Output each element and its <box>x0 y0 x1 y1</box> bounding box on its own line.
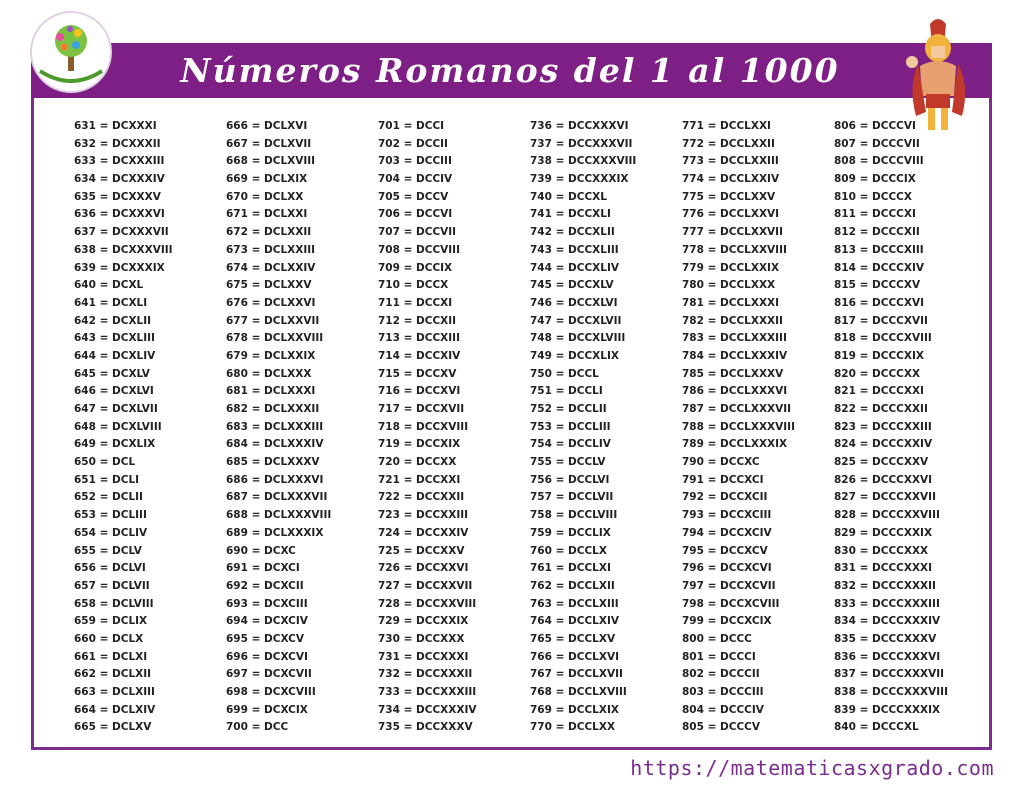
numeral-entry: 797 = DCCXCVII <box>682 579 776 592</box>
numeral-entry: 783 = DCCLXXXIII <box>682 332 787 345</box>
numeral-entry: 642 = DCXLII <box>74 314 152 327</box>
numeral-entry: 715 = DCCXV <box>378 367 457 380</box>
numeral-entry: 674 = DCLXXIV <box>226 261 316 274</box>
numeral-entry: 728 = DCCXXVIII <box>378 597 477 610</box>
numeral-entry: 726 = DCCXXVI <box>378 562 469 575</box>
numeral-entry: 698 = DCXCVIII <box>226 686 316 698</box>
numeral-entry: 827 = DCCCXXVII <box>834 491 936 504</box>
numeral-entry: 696 = DCXCVI <box>226 650 308 663</box>
numeral-entry: 829 = DCCCXXIX <box>834 526 933 539</box>
numeral-entry: 762 = DCCLXII <box>530 579 615 592</box>
numeral-entry: 731 = DCCXXXI <box>378 650 469 663</box>
numeral-entry: 770 = DCCLXX <box>530 721 616 734</box>
numeral-entry: 631 = DCXXXI <box>74 120 157 132</box>
numeral-entry: 695 = DCXCV <box>226 632 305 645</box>
numeral-entry: 764 = DCCLXIV <box>530 615 619 628</box>
numeral-entry: 771 = DCCLXXI <box>682 120 771 132</box>
numeral-entry: 766 = DCCLXVI <box>530 650 619 663</box>
numeral-entry: 828 = DCCCXXVIII <box>834 509 940 522</box>
numeral-entry: 721 = DCCXXI <box>378 473 461 486</box>
numeral-entry: 636 = DCXXXVI <box>74 208 165 221</box>
numeral-column <box>226 118 331 737</box>
numeral-entry: 832 = DCCCXXXII <box>834 579 936 592</box>
numeral-entry: 801 = DCCCI <box>682 650 756 663</box>
numeral-entry: 659 = DCLIX <box>74 615 148 628</box>
numeral-entry: 812 = DCCCXII <box>834 226 920 239</box>
numeral-entry: 802 = DCCCII <box>682 668 760 681</box>
numeral-entry: 747 = DCCXLVII <box>530 314 622 327</box>
numeral-entry: 840 = DCCCXL <box>834 721 919 734</box>
numeral-entry: 694 = DCXCIV <box>226 615 308 628</box>
numeral-entry: 784 = DCCLXXXIV <box>682 349 788 362</box>
numeral-entry: 775 = DCCLXXV <box>682 190 776 203</box>
numeral-entry: 662 = DCLXII <box>74 668 152 681</box>
numeral-entry: 703 = DCCIII <box>378 155 452 168</box>
numeral-entry: 798 = DCCXCVIII <box>682 597 780 610</box>
numeral-entry: 632 = DCXXXII <box>74 137 161 150</box>
numeral-entry: 760 = DCCLX <box>530 544 607 557</box>
numeral-entry: 774 = DCCLXXIV <box>682 173 780 186</box>
numeral-entry: 831 = DCCCXXXI <box>834 562 933 575</box>
numeral-entry: 651 = DCLI <box>74 473 140 486</box>
numeral-entry: 817 = DCCCXVII <box>834 314 928 327</box>
numeral-entry: 837 = DCCCXXXVII <box>834 668 945 681</box>
numeral-entry: 745 = DCCXLV <box>530 279 614 292</box>
numeral-entry: 667 = DCLXVII <box>226 137 312 150</box>
numeral-entry: 665 = DCLXV <box>74 721 152 734</box>
numeral-entry: 684 = DCLXXXIV <box>226 438 324 451</box>
numeral-entry: 793 = DCCXCIII <box>682 509 772 522</box>
numeral-entry: 839 = DCCCXXXIX <box>834 703 941 716</box>
numeral-entry: 810 = DCCCX <box>834 190 912 203</box>
numeral-entry: 788 = DCCLXXXVIII <box>682 420 795 433</box>
numeral-entry: 646 = DCXLVI <box>74 385 154 398</box>
numeral-entry: 725 = DCCXXV <box>378 544 465 557</box>
numeral-entry: 753 = DCCLIII <box>530 420 611 433</box>
numeral-entry: 811 = DCCCXI <box>834 208 916 221</box>
numeral-entry: 683 = DCLXXXIII <box>226 420 324 433</box>
numeral-entry: 724 = DCCXXIV <box>378 526 469 539</box>
numeral-entry: 701 = DCCI <box>378 120 445 132</box>
numeral-entry: 780 = DCCLXXX <box>682 279 776 292</box>
numeral-entry: 820 = DCCCXX <box>834 367 921 380</box>
numeral-entry: 707 = DCCVII <box>378 226 457 239</box>
numeral-entry: 676 = DCLXXVI <box>226 296 316 309</box>
numeral-entry: 686 = DCLXXXVI <box>226 473 324 486</box>
numeral-entry: 671 = DCLXXI <box>226 208 308 221</box>
numeral-entry: 818 = DCCCXVIII <box>834 332 932 345</box>
numeral-entry: 719 = DCCXIX <box>378 438 461 451</box>
numeral-entry: 790 = DCCXC <box>682 456 760 469</box>
numeral-entry: 687 = DCLXXXVII <box>226 491 328 504</box>
numeral-entry: 700 = DCC <box>226 721 289 734</box>
numeral-column <box>834 118 948 737</box>
numeral-entry: 705 = DCCV <box>378 190 449 203</box>
numeral-entry: 807 = DCCCVII <box>834 137 920 150</box>
numeral-entry: 682 = DCLXXXII <box>226 403 320 415</box>
numeral-column <box>378 118 476 737</box>
site-url-link[interactable]: https://matematicasxgrado.com <box>630 756 994 780</box>
numeral-entry: 825 = DCCCXXV <box>834 456 929 469</box>
numeral-entry: 761 = DCCLXI <box>530 562 611 575</box>
numeral-entry: 697 = DCXCVII <box>226 668 312 681</box>
numeral-entry: 821 = DCCCXXI <box>834 385 924 398</box>
numeral-entry: 735 = DCCXXXV <box>378 721 473 734</box>
numeral-entry: 796 = DCCXCVI <box>682 562 772 575</box>
numeral-entry: 663 = DCLXIII <box>74 686 155 698</box>
numeral-entry: 835 = DCCCXXXV <box>834 632 937 645</box>
numeral-entry: 734 = DCCXXXIV <box>378 703 477 716</box>
numeral-entry: 718 = DCCXVIII <box>378 420 469 433</box>
numeral-entry: 803 = DCCCIII <box>682 686 764 698</box>
numeral-entry: 806 = DCCCVI <box>834 120 916 132</box>
numeral-entry: 809 = DCCCIX <box>834 173 916 186</box>
numeral-entry: 649 = DCXLIX <box>74 438 156 451</box>
numeral-entry: 773 = DCCLXXIII <box>682 155 779 168</box>
numeral-entry: 739 = DCCXXXIX <box>530 173 629 186</box>
numeral-entry: 714 = DCCXIV <box>378 349 461 362</box>
numeral-entry: 768 = DCCLXVIII <box>530 686 627 698</box>
numeral-entry: 692 = DCXCII <box>226 579 304 592</box>
numeral-entry: 730 = DCCXXX <box>378 632 465 645</box>
numeral-entry: 826 = DCCCXXVI <box>834 473 933 486</box>
numeral-entry: 795 = DCCXCV <box>682 544 768 557</box>
numeral-entry: 836 = DCCCXXXVI <box>834 650 941 663</box>
numeral-entry: 720 = DCCXX <box>378 456 457 469</box>
numeral-entry: 693 = DCXCIII <box>226 597 308 610</box>
numeral-entry: 736 = DCCXXXVI <box>530 120 629 132</box>
numeral-entry: 819 = DCCCXIX <box>834 349 924 362</box>
numeral-entry: 732 = DCCXXXII <box>378 668 473 681</box>
numeral-entry: 789 = DCCLXXXIX <box>682 438 788 451</box>
numeral-entry: 744 = DCCXLIV <box>530 261 619 274</box>
tree-logo-icon <box>32 13 110 91</box>
numeral-entry: 702 = DCCII <box>378 137 448 150</box>
numeral-entry: 782 = DCCLXXXII <box>682 314 783 327</box>
numeral-entry: 709 = DCCIX <box>378 261 453 274</box>
numeral-entry: 685 = DCLXXXV <box>226 456 320 469</box>
numeral-entry: 677 = DCLXXVII <box>226 314 320 327</box>
numeral-entry: 769 = DCCLXIX <box>530 703 619 716</box>
site-logo[interactable] <box>30 11 112 93</box>
numeral-entry: 816 = DCCCXVI <box>834 296 924 309</box>
numeral-entry: 672 = DCLXXII <box>226 226 312 239</box>
numeral-entry: 808 = DCCCVIII <box>834 155 924 168</box>
roman-numerals-table <box>74 118 974 738</box>
numeral-entry: 639 = DCXXXIX <box>74 261 165 274</box>
numeral-column <box>530 118 636 737</box>
numeral-entry: 792 = DCCXCII <box>682 491 768 504</box>
numeral-entry: 765 = DCCLXV <box>530 632 616 645</box>
numeral-entry: 758 = DCCLVIII <box>530 509 618 522</box>
numeral-entry: 658 = DCLVIII <box>74 597 154 610</box>
numeral-entry: 738 = DCCXXXVIII <box>530 155 637 168</box>
numeral-entry: 660 = DCLX <box>74 632 144 645</box>
numeral-entry: 791 = DCCXCI <box>682 473 764 486</box>
numeral-entry: 681 = DCLXXXI <box>226 385 316 398</box>
numeral-entry: 815 = DCCCXV <box>834 279 921 292</box>
numeral-entry: 716 = DCCXVI <box>378 385 461 398</box>
numeral-entry: 645 = DCXLV <box>74 367 150 380</box>
numeral-entry: 723 = DCCXXIII <box>378 509 469 522</box>
numeral-entry: 710 = DCCX <box>378 279 449 292</box>
numeral-entry: 799 = DCCXCIX <box>682 615 772 628</box>
numeral-entry: 830 = DCCCXXX <box>834 544 929 557</box>
numeral-entry: 679 = DCLXXIX <box>226 349 316 362</box>
numeral-entry: 737 = DCCXXXVII <box>530 137 633 150</box>
numeral-entry: 657 = DCLVII <box>74 579 150 592</box>
numeral-entry: 779 = DCCLXXIX <box>682 261 780 274</box>
numeral-entry: 712 = DCCXII <box>378 314 457 327</box>
numeral-entry: 800 = DCCC <box>682 632 752 645</box>
numeral-entry: 749 = DCCXLIX <box>530 349 619 362</box>
numeral-entry: 653 = DCLIII <box>74 509 147 522</box>
numeral-entry: 787 = DCCLXXXVII <box>682 403 792 415</box>
numeral-entry: 717 = DCCXVII <box>378 403 465 415</box>
numeral-entry: 822 = DCCCXXII <box>834 403 928 415</box>
numeral-entry: 786 = DCCLXXXVI <box>682 385 788 398</box>
numeral-entry: 670 = DCLXX <box>226 190 304 203</box>
numeral-entry: 742 = DCCXLII <box>530 226 615 239</box>
numeral-entry: 833 = DCCCXXXIII <box>834 597 940 610</box>
numeral-entry: 669 = DCLXIX <box>226 173 308 186</box>
numeral-entry: 754 = DCCLIV <box>530 438 611 451</box>
numeral-entry: 838 = DCCCXXXVIII <box>834 686 948 698</box>
numeral-entry: 638 = DCXXXVIII <box>74 243 173 256</box>
numeral-entry: 668 = DCLXVIII <box>226 155 316 168</box>
numeral-entry: 656 = DCLVI <box>74 562 146 575</box>
numeral-entry: 767 = DCCLXVII <box>530 668 623 681</box>
numeral-column <box>682 118 795 737</box>
numeral-entry: 750 = DCCL <box>530 367 599 380</box>
numeral-entry: 634 = DCXXXIV <box>74 173 165 186</box>
numeral-entry: 746 = DCCXLVI <box>530 296 618 309</box>
numeral-entry: 748 = DCCXLVIII <box>530 332 626 345</box>
numeral-column <box>74 118 173 737</box>
numeral-entry: 794 = DCCXCIV <box>682 526 772 539</box>
numeral-entry: 763 = DCCLXIII <box>530 597 619 610</box>
numeral-entry: 777 = DCCLXXVII <box>682 226 783 239</box>
numeral-entry: 813 = DCCCXIII <box>834 243 924 256</box>
numeral-entry: 706 = DCCVI <box>378 208 453 221</box>
numeral-entry: 640 = DCXL <box>74 279 144 292</box>
numeral-entry: 741 = DCCXLI <box>530 208 611 221</box>
numeral-entry: 755 = DCCLV <box>530 456 606 469</box>
numeral-entry: 648 = DCXLVIII <box>74 420 162 433</box>
numeral-entry: 824 = DCCCXXIV <box>834 438 933 451</box>
numeral-entry: 704 = DCCIV <box>378 173 453 186</box>
numeral-entry: 652 = DCLII <box>74 491 143 504</box>
numeral-entry: 654 = DCLIV <box>74 526 148 539</box>
numeral-entry: 661 = DCLXI <box>74 650 148 663</box>
numeral-entry: 650 = DCL <box>74 456 136 469</box>
numeral-entry: 727 = DCCXXVII <box>378 579 473 592</box>
numeral-entry: 752 = DCCLII <box>530 403 607 415</box>
numeral-entry: 743 = DCCXLIII <box>530 243 619 256</box>
numeral-entry: 664 = DCLXIV <box>74 703 156 716</box>
numeral-entry: 814 = DCCCXIV <box>834 261 924 274</box>
numeral-entry: 690 = DCXC <box>226 544 296 557</box>
numeral-entry: 740 = DCCXL <box>530 190 607 203</box>
numeral-entry: 823 = DCCCXXIII <box>834 420 932 433</box>
page-title: Números Romanos del 1 al 1000 <box>180 51 840 90</box>
numeral-entry: 644 = DCXLIV <box>74 349 156 362</box>
numeral-entry: 759 = DCCLIX <box>530 526 611 539</box>
numeral-entry: 713 = DCCXIII <box>378 332 460 345</box>
numeral-entry: 673 = DCLXXIII <box>226 243 316 256</box>
numeral-entry: 689 = DCLXXXIX <box>226 526 324 539</box>
numeral-entry: 688 = DCLXXXVIII <box>226 509 332 522</box>
numeral-entry: 778 = DCCLXXVIII <box>682 243 787 256</box>
numeral-entry: 804 = DCCCIV <box>682 703 764 716</box>
numeral-entry: 751 = DCCLI <box>530 385 603 398</box>
numeral-entry: 637 = DCXXXVII <box>74 226 169 239</box>
numeral-entry: 834 = DCCCXXXIV <box>834 615 941 628</box>
numeral-entry: 729 = DCCXXIX <box>378 615 469 628</box>
numeral-entry: 757 = DCCLVII <box>530 491 614 504</box>
numeral-entry: 666 = DCLXVI <box>226 120 308 132</box>
numeral-entry: 776 = DCCLXXVI <box>682 208 780 221</box>
numeral-entry: 678 = DCLXXVIII <box>226 332 324 345</box>
numeral-entry: 641 = DCXLI <box>74 296 148 309</box>
numeral-entry: 643 = DCXLIII <box>74 332 155 345</box>
numeral-entry: 756 = DCCLVI <box>530 473 610 486</box>
numeral-entry: 655 = DCLV <box>74 544 142 557</box>
numeral-entry: 680 = DCLXXX <box>226 367 312 380</box>
numeral-entry: 691 = DCXCI <box>226 562 300 575</box>
numeral-entry: 635 = DCXXXV <box>74 190 161 203</box>
numeral-entry: 733 = DCCXXXIII <box>378 686 477 698</box>
numeral-entry: 785 = DCCLXXXV <box>682 367 784 380</box>
numeral-entry: 781 = DCCLXXXI <box>682 296 780 309</box>
numeral-entry: 675 = DCLXXV <box>226 279 312 292</box>
numeral-entry: 711 = DCCXI <box>378 296 453 309</box>
numeral-entry: 699 = DCXCIX <box>226 703 308 716</box>
numeral-entry: 647 = DCXLVII <box>74 403 158 415</box>
numeral-entry: 708 = DCCVIII <box>378 243 461 256</box>
numeral-entry: 805 = DCCCV <box>682 721 760 734</box>
numeral-entry: 633 = DCXXXIII <box>74 155 165 168</box>
numeral-entry: 772 = DCCLXXII <box>682 137 775 150</box>
numeral-entry: 722 = DCCXXII <box>378 491 465 504</box>
